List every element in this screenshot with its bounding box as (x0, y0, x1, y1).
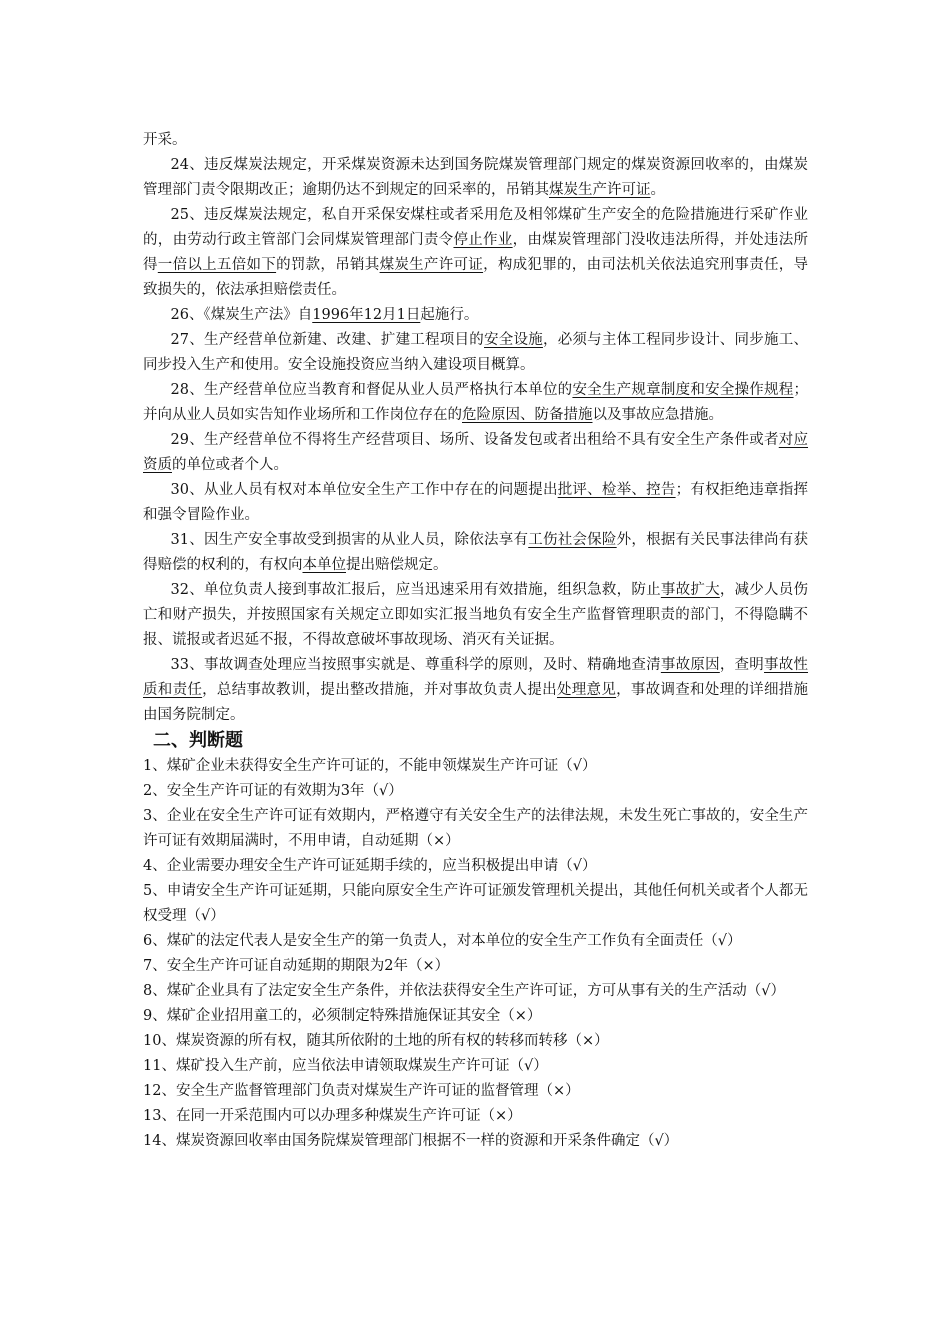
fill-item-q26 (143, 303, 808, 328)
continuation-text: 开采。 (143, 132, 187, 148)
fill-item-q31 (143, 528, 808, 578)
question-text: 的罚款，吊销其 (276, 257, 380, 273)
judgment-item: 12、安全生产监督管理部门负责对煤炭生产许可证的监督管理（×） (143, 1083, 580, 1099)
answer-underlined: 处理意见 (556, 682, 617, 698)
document-page (143, 128, 808, 1154)
answer-underlined: 安全生产规章制度和安全操作规程 (572, 382, 794, 398)
question-text: 26、《煤炭生产法》自 (170, 307, 313, 323)
question-text: ，构成犯罪的，由司法机关依法追究刑事责任，导致损失的，依法承担赔偿责任。 (143, 257, 809, 298)
question-text: ；有权拒绝违章指挥和强令冒险作业。 (143, 482, 808, 523)
judgment-item: 13、在同一开采范围内可以办理多种煤炭生产许可证（×） (143, 1108, 522, 1124)
answer-underlined: 危险原因、防备措施 (462, 407, 593, 423)
question-text: 31、因生产安全事故受到损害的从业人员，除依法享有 (170, 532, 529, 548)
question-text: 33、事故调查处理应当按照事实就是、尊重科学的原则，及时、精确地查清 (170, 657, 661, 673)
question-text: 以及事故应急措施。 (592, 407, 723, 423)
question-text: 。 (650, 182, 665, 198)
fill-item-q25 (143, 203, 808, 303)
judgment-item: 9、煤矿企业招用童工的，必须制定特殊措施保证其安全（×） (143, 1008, 542, 1024)
fill-item-q32 (143, 578, 808, 653)
question-text: ，事故调查和处理的详细措施由国务院制定。 (143, 682, 809, 723)
answer-underlined: 一倍以上五倍如下 (157, 257, 277, 273)
question-text: ，查明 (719, 657, 765, 673)
answer-underlined: 煤炭生产许可证 (379, 257, 484, 273)
judgment-item: 6、煤矿的法定代表人是安全生产的第一负责人，对本单位的安全生产工作负有全面责任（√） (143, 933, 742, 949)
question-text: ，必须与主体工程同步设计、同步施工、同步投入生产和使用。安全设施投资应当纳入建设项目概算。 (143, 332, 808, 373)
judgment-item: 14、煤炭资源回收率由国务院煤炭管理部门根据不一样的资源和开采条件确定（√） (143, 1133, 679, 1149)
answer-underlined: 事故性质和责任 (143, 657, 809, 698)
judgment-items-list (143, 754, 808, 1154)
fill-item-q28 (143, 378, 808, 428)
answer-underlined: 批评、检举、控告 (557, 482, 676, 498)
judgment-item: 8、煤矿企业具有了法定安全生产条件，并依法获得安全生产许可证，方可从事有关的生产活动（√） (143, 983, 785, 999)
answer-underlined: 事故原因 (660, 657, 720, 673)
section-heading-judgment: 二、判断题 (153, 730, 243, 751)
question-text: 29、生产经营单位不得将生产经营项目、场所、设备发包或者出租给不具有安全生产条件或者 (170, 432, 779, 448)
question-text: 30、从业人员有权对本单位安全生产工作中存在的问题提出 (170, 482, 558, 498)
fill-item-q30 (143, 478, 808, 528)
answer-underlined: 煤炭生产许可证 (549, 182, 651, 198)
question-text: 提出赔偿规定。 (346, 557, 448, 573)
fill-items-list (143, 153, 808, 728)
question-text: 32、单位负责人接到事故汇报后，应当迅速采用有效措施，组织急救，防止 (170, 582, 661, 598)
question-text: 外，根据有关民事法律尚有获得赔偿的权利的，有权向 (143, 532, 809, 573)
fill-item-q29 (143, 428, 808, 478)
question-text: ；并向从业人员如实告知作业场所和工作岗位存在的 (143, 382, 809, 423)
question-text: ，总结事故教训，提出整改措施，并对事故负责人提出 (202, 682, 557, 698)
fill-item-q27 (143, 328, 808, 378)
answer-underlined: 停止作业 (453, 232, 513, 248)
question-text: ，由煤炭管理部门没收违法所得，并处违法所得 (143, 232, 809, 273)
answer-underlined: 安全设施 (484, 332, 543, 348)
judgment-item: 2、安全生产许可证的有效期为3年（√） (143, 783, 403, 799)
judgment-item: 3、企业在安全生产许可证有效期内，严格遵守有关安全生产的法律法规，未发生死亡事故的，安全生产许可证有效期届满时，不用申请，自动延期（×） (143, 808, 808, 849)
question-text: 24、违反煤炭法规定，开采煤炭资源未达到国务院煤炭管理部门规定的煤炭资源回收率的，由煤炭管理部门责令限期改正；逾期仍达不到规定的回采率的，吊销其 (143, 157, 808, 198)
answer-underlined: 事故扩大 (660, 582, 720, 598)
judgment-item: 1、煤矿企业未获得安全生产许可证的，不能申领煤炭生产许可证（√） (143, 758, 597, 774)
answer-underlined: 本单位 (302, 557, 346, 573)
judgment-item: 4、企业需要办理安全生产许可证延期手续的，应当积极提出申请（√） (143, 858, 597, 874)
question-text: 28、生产经营单位应当教育和督促从业人员严格执行本单位的 (170, 382, 573, 398)
answer-underlined: 工伤社会保险 (528, 532, 617, 548)
question-text: 的单位或者个人。 (172, 457, 288, 473)
fill-item-q33 (143, 653, 808, 728)
question-text: 25、违反煤炭法规定，私自开采保安煤柱或者采用危及相邻煤矿生产安全的危险措施进行采矿作业的，由劳动行政主管部门会同煤炭管理部门责令 (143, 207, 808, 248)
question-text: ，减少人员伤亡和财产损失，并按照国家有关规定立即如实汇报当地负有安全生产监督管理职责的部门，不得隐瞒不报、谎报或者迟延不报，不得故意破坏事故现场、消灭有关证据。 (143, 582, 809, 648)
question-text: 起施行。 (420, 307, 479, 323)
fill-item-q24 (143, 153, 808, 203)
question-text: 27、生产经营单位新建、改建、扩建工程项目的 (170, 332, 484, 348)
fill-in-blank-section (143, 128, 808, 728)
answer-underlined: 1996年12月1日 (312, 307, 421, 323)
judgment-item: 7、安全生产许可证自动延期的期限为2年（×） (143, 958, 450, 974)
judgment-item: 5、申请安全生产许可证延期，只能向原安全生产许可证颁发管理机关提出，其他任何机关或者个人都无权受理（√） (143, 883, 808, 924)
judgment-item: 10、煤炭资源的所有权，随其所依附的土地的所有权的转移而转移（×） (143, 1033, 609, 1049)
judgment-item: 11、煤矿投入生产前，应当依法申请领取煤炭生产许可证（√） (143, 1058, 548, 1074)
answer-underlined: 对应资质 (143, 432, 809, 473)
